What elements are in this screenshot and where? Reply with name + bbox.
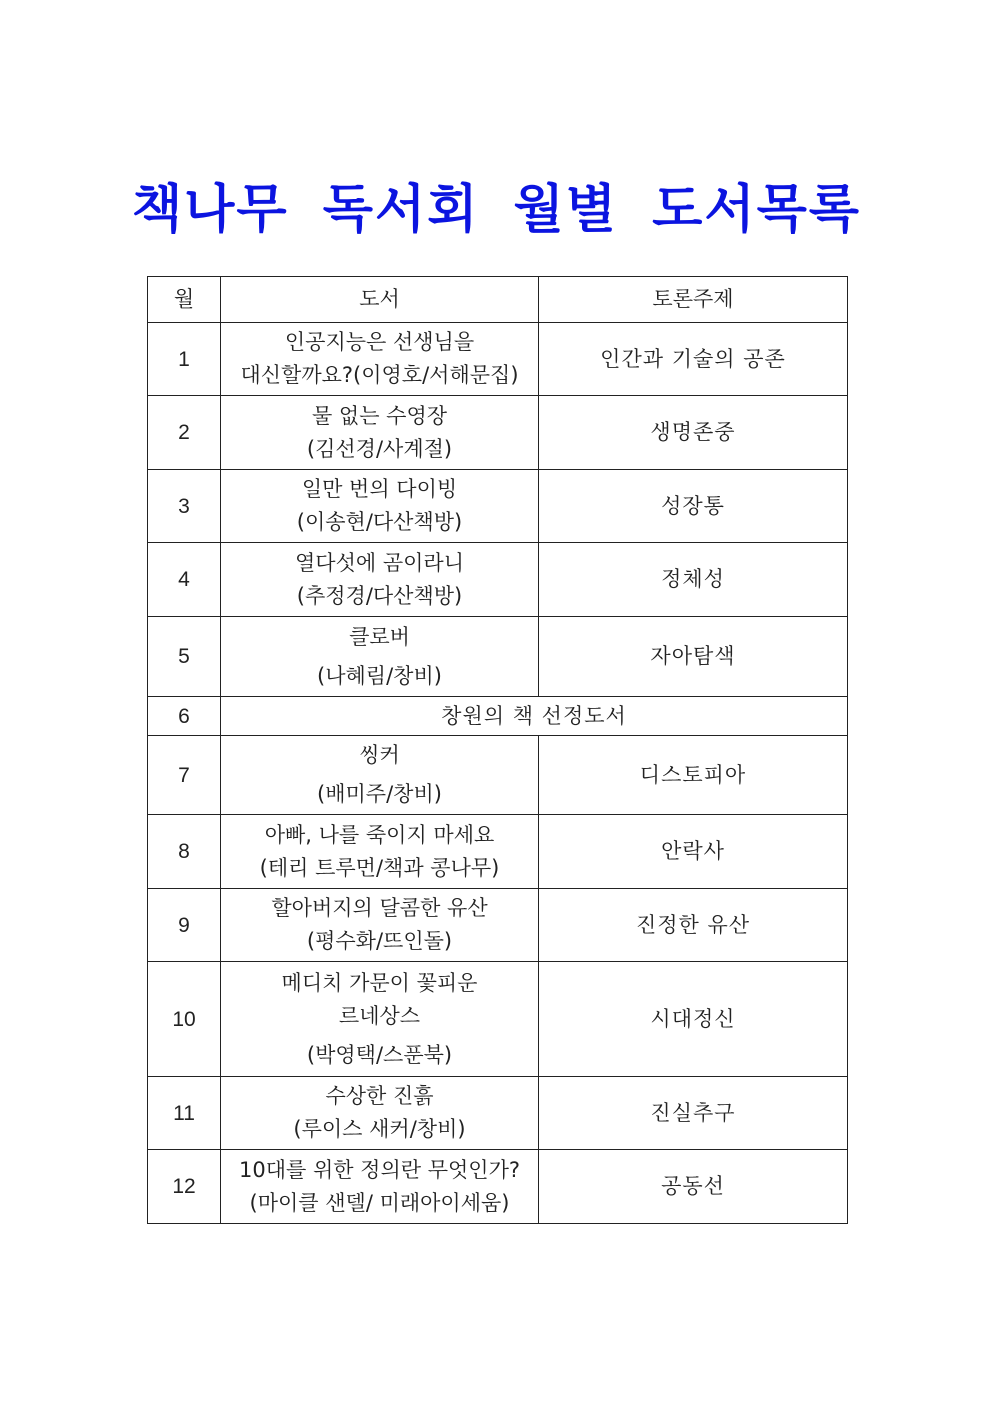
topic-cell: 디스토피아	[539, 736, 848, 815]
book-cell	[221, 736, 539, 815]
book-cell	[221, 323, 539, 396]
table-row	[148, 470, 848, 543]
month-cell: 2	[148, 396, 221, 470]
book-title-line: 씽커	[359, 743, 400, 767]
page-title: 책나무 독서회 월별 도서목록	[131, 180, 862, 240]
book-cell	[221, 889, 539, 962]
book-author-line: (박영택/스푼북)	[306, 1042, 453, 1067]
month-cell: 7	[148, 736, 221, 815]
month-cell: 8	[148, 815, 221, 889]
book-cell	[221, 962, 539, 1077]
header-topic: 토론주제	[539, 277, 848, 323]
book-title-line: 10대를 위한 정의란 무엇인가?	[238, 1157, 521, 1182]
table-row	[148, 1077, 848, 1150]
table-row	[148, 815, 848, 889]
book-title-line: 일만 번의 다이빙	[301, 477, 458, 501]
month-cell: 4	[148, 543, 221, 617]
month-cell: 3	[148, 470, 221, 543]
month-cell: 9	[148, 889, 221, 962]
merged-cell: 창원의 책 선정도서	[221, 697, 848, 736]
topic-cell: 진실추구	[539, 1077, 848, 1150]
book-cell	[221, 470, 539, 543]
topic-cell: 공동선	[539, 1150, 848, 1224]
book-cell	[221, 815, 539, 889]
book-cell	[221, 617, 539, 697]
table-row	[148, 1150, 848, 1224]
topic-cell: 안락사	[539, 815, 848, 889]
header-book: 도서	[221, 277, 539, 323]
book-title-line: 열다섯에 곰이라니	[295, 550, 464, 575]
table-row	[148, 889, 848, 962]
topic-cell: 인간과 기술의 공존	[539, 323, 848, 396]
month-cell: 5	[148, 617, 221, 697]
book-cell	[221, 543, 539, 617]
topic-cell: 성장통	[539, 470, 848, 543]
table-row	[148, 962, 848, 1077]
book-title-line: 할아버지의 달콤한 유산	[271, 896, 488, 920]
month-cell: 11	[148, 1077, 221, 1150]
topic-cell: 정체성	[539, 543, 848, 617]
month-cell: 12	[148, 1150, 221, 1224]
book-title-line: 물 없는 수영장	[311, 403, 448, 428]
book-title-line: 르네상스	[338, 1003, 421, 1028]
table-row	[148, 543, 848, 617]
month-cell: 6	[148, 697, 221, 736]
book-title-line: 수상한 진흙	[325, 1084, 434, 1108]
book-author-line: (추정경/다산책방)	[296, 583, 463, 608]
book-author-line: (나혜림/창비)	[317, 663, 442, 688]
table-row	[148, 697, 848, 736]
month-cell: 10	[148, 962, 221, 1077]
header-row	[148, 277, 848, 323]
book-cell	[221, 1150, 539, 1224]
topic-cell: 생명존중	[539, 396, 848, 470]
book-cell	[221, 1077, 539, 1150]
table-row	[148, 736, 848, 815]
table-row	[148, 396, 848, 470]
book-author-line: (테리 트루먼/책과 콩나무)	[259, 855, 500, 880]
topic-cell: 자아탐색	[539, 617, 848, 697]
book-author-line: (배미주/창비)	[317, 782, 442, 806]
book-author-line: (마이클 샌델/ 미래아이세움)	[249, 1190, 510, 1215]
header-month: 월	[148, 277, 221, 323]
book-title-line: 인공지능은 선생님을	[284, 330, 475, 354]
topic-cell: 진정한 유산	[539, 889, 848, 962]
month-cell: 1	[148, 323, 221, 396]
book-list-table	[147, 276, 848, 1224]
book-title-line: 클로버	[349, 624, 410, 649]
book-author-line: (이송현/다산책방)	[296, 510, 463, 534]
book-cell	[221, 396, 539, 470]
book-author-line: (루이스 새커/창비)	[293, 1117, 466, 1141]
book-author-line: 대신할까요?(이영호/서해문집)	[240, 363, 519, 387]
table-row	[148, 617, 848, 697]
topic-cell: 시대정신	[539, 962, 848, 1077]
book-title-line: 메디치 가문이 꽃피운	[281, 970, 478, 995]
table-row	[148, 323, 848, 396]
book-author-line: (김선경/사계절)	[306, 436, 453, 461]
book-title-line: 아빠, 나를 죽이지 마세요	[264, 822, 495, 847]
book-author-line: (평수화/뜨인돌)	[306, 929, 453, 953]
